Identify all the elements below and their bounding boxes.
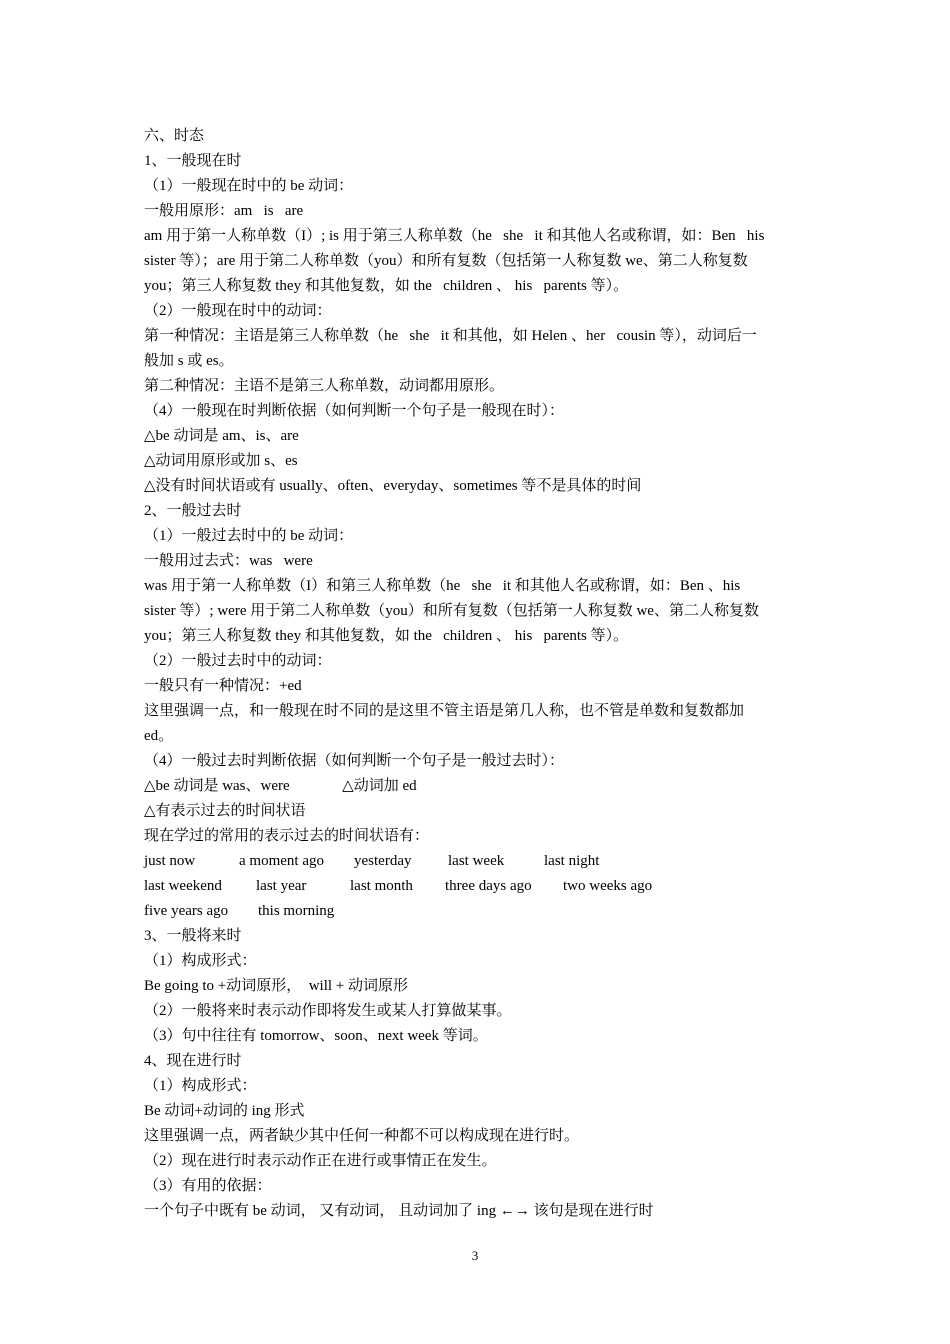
text-line: （3）句中往往有 tomorrow、soon、next week 等词。 (144, 1028, 488, 1044)
time-expression: a moment ago (239, 853, 324, 869)
text-line: you；第三人称复数 they 和其他复数，如 the children 、 his parents 等）。 (144, 278, 629, 294)
text-line: 这里强调一点，两者缺少其中任何一种都不可以构成现在进行时。 (144, 1128, 580, 1144)
subheading: 3、一般将来时 (144, 928, 242, 944)
text-line: ed。 (144, 728, 174, 744)
text-line: 一般用原形：am is are (144, 203, 304, 219)
text-line: △be 动词是 am、is、are (144, 428, 299, 444)
time-expression: last weekend (144, 878, 222, 894)
text-line: was 用于第一人称单数（I）和第三人称单数（he she it 和其他人名或称谓，如：Ben 、his (144, 578, 741, 594)
text-line: △没有时间状语或有 usually、often、everyday、sometimes 等不是具体的时间 (144, 478, 642, 494)
time-expression: just now (144, 853, 196, 869)
text-line: sister 等）；are 用于第二人称单数（you）和所有复数（包括第一人称复数 we、第二人称复数 (144, 253, 748, 269)
time-expression: yesterday (354, 853, 412, 869)
time-expression: five years ago (144, 903, 229, 919)
subheading: 2、一般过去时 (144, 503, 242, 519)
time-expression: last month (350, 878, 413, 894)
text-line: 一个句子中既有 be 动词， 又有动词， 且动词加了 ing ←→ 该句是现在进行时 (144, 1203, 654, 1219)
time-expression: two weeks ago (563, 878, 653, 894)
text-line: （1）一般现在时中的 be 动词： (144, 178, 354, 194)
text-line: am 用于第一人称单数（I）; is 用于第三人称单数（he she it 和其他人名或称谓，如：Ben his (144, 228, 765, 244)
text-line: （2）一般现在时中的动词： (144, 303, 332, 319)
text-line: （4）一般过去时判断依据（如何判断一个句子是一般过去时）： (144, 753, 565, 769)
section-heading: 六、时态 (144, 128, 205, 144)
text-line: △有表示过去的时间状语 (144, 803, 306, 819)
time-expression-row (144, 899, 814, 924)
text-line: （3）有用的依据： (144, 1178, 272, 1194)
text-line: you；第三人称复数 they 和其他复数，如 the children 、 his parents 等）。 (144, 628, 629, 644)
page-number: 3 (471, 1248, 479, 1263)
time-expression: this morning (258, 903, 335, 919)
text-line: （1）构成形式： (144, 1078, 257, 1094)
text-line: Be going to +动词原形， will + 动词原形 (144, 978, 409, 994)
text-line: （2）一般过去时中的动词： (144, 653, 332, 669)
text-line: 第二种情况：主语不是第三人称单数，动词都用原形。 (144, 378, 505, 394)
text-line: Be 动词+动词的 ing 形式 (144, 1103, 305, 1119)
text-line: 现在学过的常用的表示过去的时间状语有： (144, 828, 430, 844)
text-line: sister 等）; were 用于第二人称单数（you）和所有复数（包括第一人称复数 we、第二人称复数 (144, 603, 759, 619)
document-body (144, 124, 814, 1224)
text-line: 第一种情况：主语是第三人称单数（he she it 和其他，如 Helen 、her cousin 等），动词后一 (144, 328, 757, 344)
text-line: （2）一般将来时表示动作即将发生或某人打算做某事。 (144, 1003, 512, 1019)
text-line: △be 动词是 was、were △动词加 ed (144, 778, 417, 794)
text-line: （4）一般现在时判断依据（如何判断一个句子是一般现在时）： (144, 403, 565, 419)
time-expression: last year (256, 878, 307, 894)
time-expression-row (144, 849, 814, 874)
text-line: （1）构成形式： (144, 953, 257, 969)
time-expression: three days ago (445, 878, 532, 894)
text-line: 一般用过去式：was were (144, 553, 313, 569)
text-line: （1）一般过去时中的 be 动词： (144, 528, 354, 544)
subheading: 4、现在进行时 (144, 1053, 242, 1069)
text-line: △动词用原形或加 s、es (144, 453, 298, 469)
text-line: 般加 s 或 es。 (144, 353, 234, 369)
time-expression: last night (544, 853, 600, 869)
text-line: （2）现在进行时表示动作正在进行或事情正在发生。 (144, 1153, 497, 1169)
text-line: 一般只有一种情况：+ed (144, 678, 302, 694)
time-expression: last week (448, 853, 505, 869)
time-expression-row (144, 874, 814, 899)
subheading: 1、一般现在时 (144, 153, 242, 169)
text-line: 这里强调一点，和一般现在时不同的是这里不管主语是第几人称，也不管是单数和复数都加 (144, 703, 745, 719)
